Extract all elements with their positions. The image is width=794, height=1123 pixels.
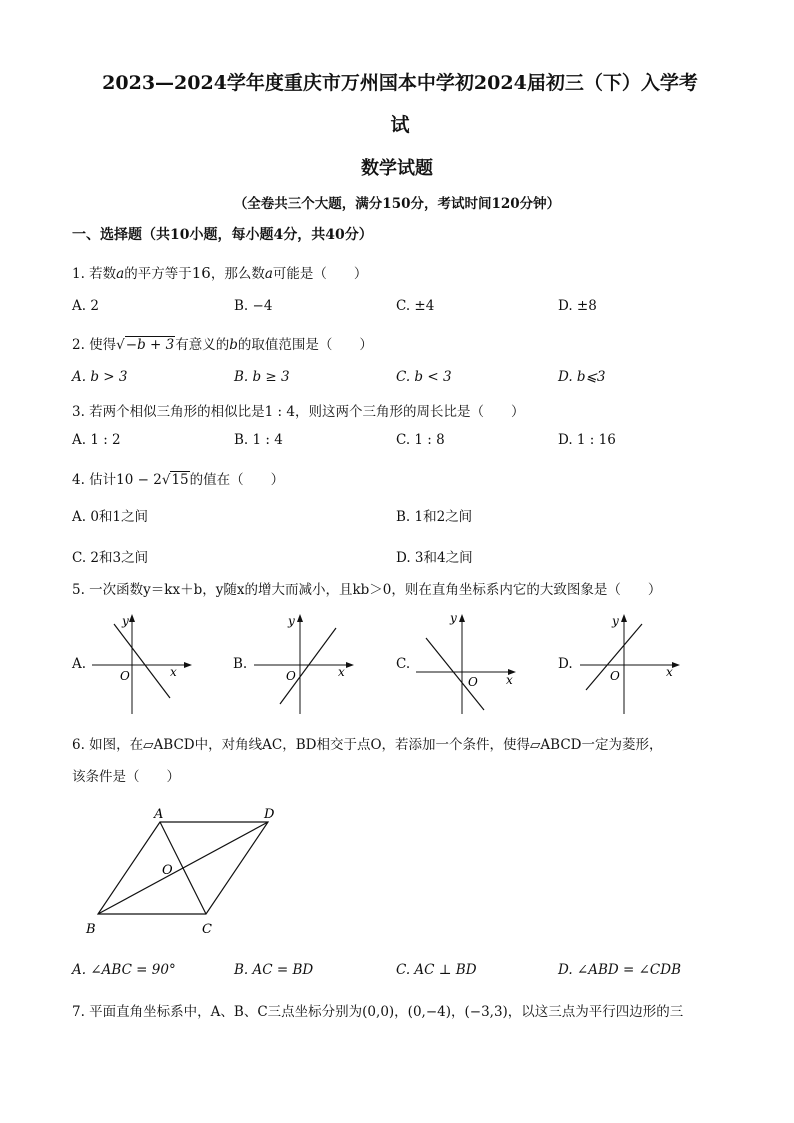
q4-option-b: B. 1和2之间 — [396, 509, 473, 525]
q1-option-d: D. ±8 — [558, 298, 597, 314]
q4-text-post: 的值在（ ） — [189, 472, 285, 488]
q5a-origin: O — [120, 669, 130, 683]
question-4 — [72, 468, 284, 488]
q5c-y: y — [450, 612, 457, 625]
q5-graph-a — [88, 612, 198, 722]
q3-option-a: A. 1 : 2 — [72, 432, 121, 448]
q4-option-d: D. 3和4之间 — [396, 550, 473, 566]
q5a-y: y — [122, 614, 129, 628]
q2-radicand: −b + 3 — [125, 337, 175, 353]
point-d-label: D — [264, 807, 275, 822]
q1-text-pre: 1. 若数 — [72, 266, 117, 282]
exam-title-line1: 2023—2024学年度重庆市万州国本中学初2024届初三（下）入学考 — [102, 72, 698, 94]
q6-option-a: A. ∠ABC = 90° — [72, 962, 176, 978]
q5-graph-d — [576, 612, 686, 722]
q3-option-d: D. 1 : 16 — [558, 432, 616, 448]
q1-text-mid: 的平方等于 — [124, 266, 192, 282]
q5-graph-c — [412, 612, 522, 722]
q5-option-d-label: D. — [558, 656, 573, 672]
q1-option-b: B. −4 — [234, 298, 273, 314]
q2-text-mid: 有意义的 — [175, 337, 230, 353]
q5d-y: y — [612, 614, 619, 628]
question-6-line2: 该条件是（ ） — [72, 769, 180, 785]
q5-option-c-label: C. — [396, 656, 411, 672]
question-2 — [72, 333, 373, 353]
q3-option-b: B. 1 : 4 — [234, 432, 283, 448]
q5-option-a-label: A. — [72, 656, 87, 672]
q5d-origin: O — [610, 669, 620, 683]
q1-option-a: A. 2 — [72, 298, 99, 314]
q4-option-a: A. 0和1之间 — [72, 509, 149, 525]
question-1 — [72, 262, 367, 282]
q6-option-d: D. ∠ABD = ∠CDB — [558, 962, 682, 978]
q3-option-c: C. 1 : 8 — [396, 432, 445, 448]
question-5: 5. 一次函数y＝kx＋b，y随x的增大而减小，且kb＞0，则在直角坐标系内它的大致图象是（ ） — [72, 582, 662, 598]
section-heading-choice: 一、选择题（共10小题，每小题4分，共40分） — [72, 227, 373, 243]
point-a-label: A — [154, 807, 164, 822]
question-7: 7. 平面直角坐标系中，A、B、C三点坐标分别为(0,0)，(0,−4)，(−3,3)，以这三点为平行四边形的三 — [72, 1004, 684, 1020]
q1-var: a — [116, 266, 125, 282]
q2-var: b — [229, 337, 238, 353]
point-o-label: O — [162, 863, 173, 878]
q5-option-b-label: B. — [233, 656, 248, 672]
point-c-label: C — [202, 922, 212, 937]
q4-option-c: C. 2和3之间 — [72, 550, 149, 566]
q1-text-mid2: ，那么数 — [210, 266, 265, 282]
q2-text-pre: 2. 使得 — [72, 337, 117, 353]
q2-option-b: B. b ≥ 3 — [234, 369, 290, 385]
question-6-line1: 6. 如图，在▱ABCD中，对角线AC，BD相交于点O，若添加一个条件，使得▱ABCD一定为菱形， — [72, 737, 663, 753]
q5b-x: x — [338, 665, 345, 679]
question-3: 3. 若两个相似三角形的相似比是1 : 4，则这两个三角形的周长比是（ ） — [72, 404, 525, 420]
q4-text-pre: 4. 估计10 − 2 — [72, 472, 162, 488]
q5a-x: x — [170, 665, 177, 679]
q5c-x: x — [506, 673, 513, 687]
q1-option-c: C. ±4 — [396, 298, 435, 314]
exam-title-line2: 试 — [390, 114, 410, 136]
sqrt-sign-icon: √ — [116, 337, 125, 353]
q6-option-b: B. AC = BD — [234, 962, 314, 978]
q1-text-post: 可能是（ ） — [272, 266, 368, 282]
subject-title: 数学试题 — [361, 158, 433, 179]
q2-text-post: 的取值范围是（ ） — [237, 337, 373, 353]
parallelogram-figure — [78, 802, 288, 942]
q5-graph-b — [250, 612, 360, 722]
q6-option-c: C. AC ⊥ BD — [396, 962, 477, 978]
q5d-x: x — [666, 665, 673, 679]
q5c-origin: O — [468, 675, 478, 689]
q2-option-c: C. b < 3 — [396, 369, 452, 385]
q5b-origin: O — [286, 669, 296, 683]
q1-var2: a — [264, 266, 273, 282]
point-b-label: B — [86, 922, 96, 937]
q5b-y: y — [288, 614, 295, 628]
q1-num: 16 — [191, 264, 211, 282]
q2-option-d: D. b⩽3 — [558, 369, 606, 385]
sqrt-sign-icon: √ — [161, 472, 171, 488]
exam-note: （全卷共三个大题，满分150分，考试时间120分钟） — [233, 196, 561, 212]
q2-option-a: A. b > 3 — [72, 369, 128, 385]
q4-radicand: 15 — [171, 472, 189, 488]
